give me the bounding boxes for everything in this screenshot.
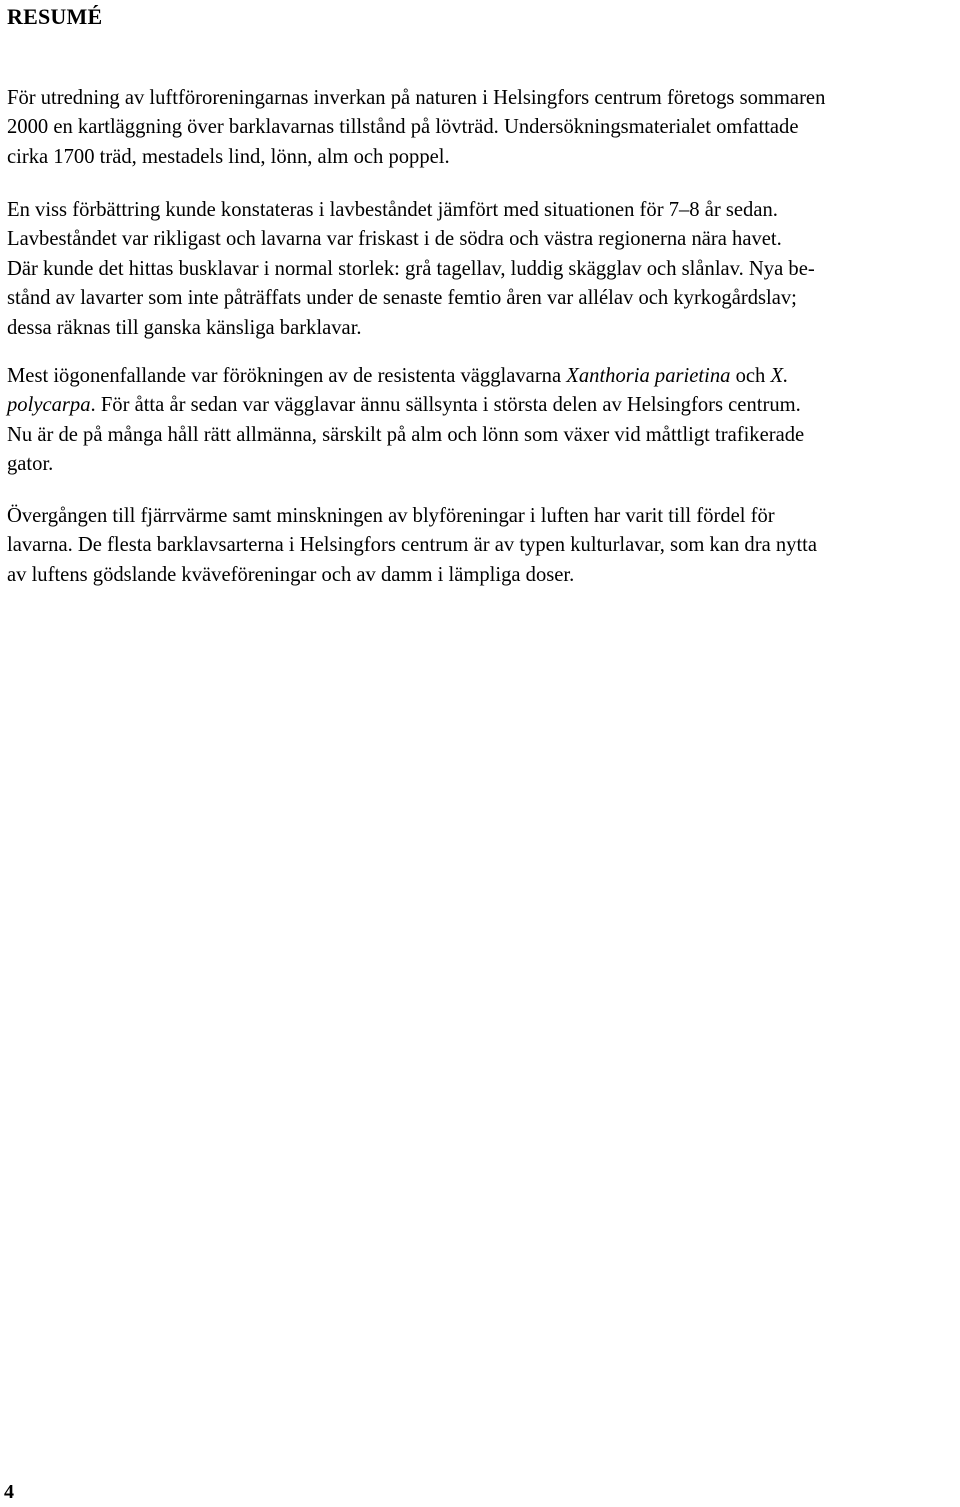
- species-name: X.: [770, 365, 789, 387]
- paragraph-district-heating: [7, 502, 817, 590]
- paragraph-improvement: [7, 196, 815, 343]
- page-number: 4: [4, 1481, 14, 1503]
- text-line: [7, 391, 804, 420]
- text-run: och: [730, 365, 771, 387]
- text-line: Lavbeståndet var rikligast och lavarna var friskast i de södra och västra regionerna nära havet.: [7, 228, 782, 251]
- text-line: cirka 1700 träd, mestadels lind, lönn, alm och poppel.: [7, 145, 450, 168]
- text-line: dessa räknas till ganska känsliga barklavar.: [7, 316, 362, 339]
- paragraph-introduction: [7, 84, 825, 172]
- text-line: gator.: [7, 453, 54, 476]
- text-line: Nu är de på många håll rätt allmänna, särskilt på alm och lönn som växer vid måttligt trafikerade: [7, 423, 805, 446]
- text-line: En viss förbättring kunde konstateras i lavbeståndet jämfört med situationen för 7–8 år sedan.: [7, 199, 778, 221]
- text-line: För utredning av luftföroreningarnas inverkan på naturen i Helsingfors centrum företogs sommaren: [7, 87, 826, 109]
- text-line: Övergången till fjärrvärme samt minskningen av blyföreningar i luften har varit till fördel för: [7, 505, 775, 527]
- text-line: stånd av lavarter som inte påträffats under de senaste femtio åren var allélav och kyrkogårdslav;: [7, 287, 797, 310]
- text-line: Där kunde det hittas busklavar i normal storlek: grå tagellav, luddig skägglav och slånlav. Nya be-: [7, 257, 815, 280]
- text-run: . För åtta år sedan var vägglavar ännu sällsynta i största delen av Helsingfors centrum.: [90, 394, 801, 417]
- text-line: [7, 362, 804, 391]
- species-name: polycarpa: [7, 394, 91, 417]
- species-name: Xanthoria parietina: [566, 365, 731, 387]
- text-line: 2000 en kartläggning över barklavarnas tillstånd på lövträd. Undersökningsmaterialet omfattade: [7, 116, 799, 139]
- text-line: lavarna. De flesta barklavsarterna i Helsingfors centrum är av typen kulturlavar, som kan dra nytta: [7, 534, 818, 557]
- text-line: av luftens gödslande kväveföreningar och av damm i lämpliga doser.: [7, 563, 575, 586]
- text-run: Mest iögonenfallande var förökningen av de resistenta vägglavarna: [7, 365, 567, 387]
- paragraph-xanthoria: [7, 362, 804, 480]
- page-heading: RESUMÉ: [7, 4, 103, 29]
